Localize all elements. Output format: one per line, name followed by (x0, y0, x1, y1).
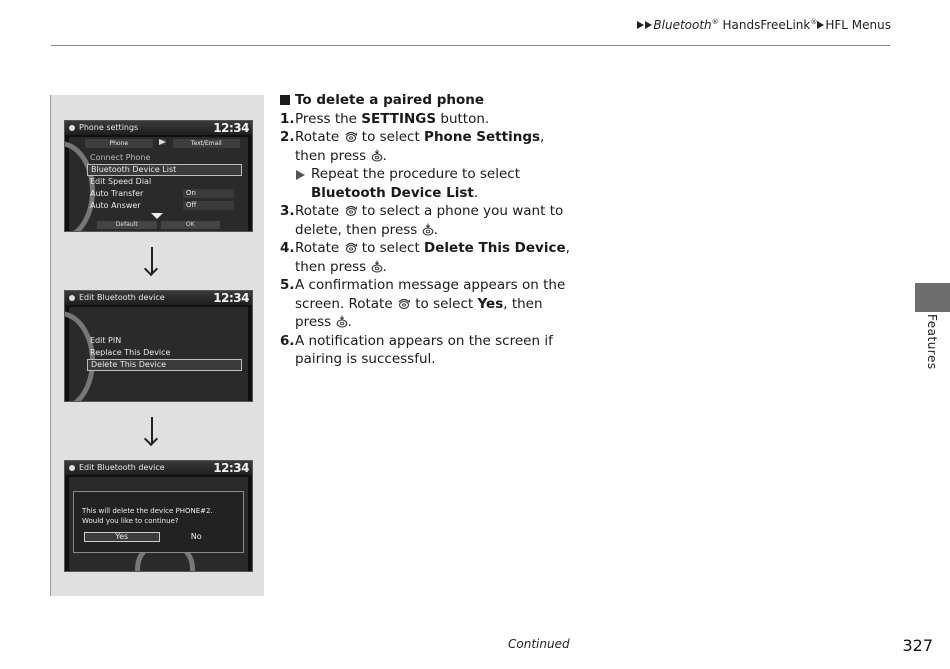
section-side-label: Features (925, 314, 939, 370)
step-text: . (433, 221, 438, 238)
arrow-right-icon (159, 139, 166, 145)
step-text: . (347, 314, 352, 330)
clock: 12:34 (213, 121, 249, 135)
section-tab (915, 283, 950, 312)
scroll-down-icon[interactable] (151, 213, 163, 219)
step-text: Rotate (295, 240, 344, 256)
step-text: . (382, 258, 387, 275)
step-text: . (382, 147, 387, 164)
breadcrumb-arrow-icon (637, 21, 644, 29)
menu-item-label: Auto Transfer (90, 189, 144, 198)
screen-title: Edit Bluetooth device (79, 463, 165, 472)
press-dial-icon (422, 223, 434, 236)
tab-phone[interactable]: Phone (85, 139, 153, 148)
edit-device-menu (87, 335, 242, 371)
step-text: Rotate (295, 203, 344, 219)
step-text: , then press (295, 129, 545, 164)
step-2-substep (295, 165, 570, 202)
menu-item-label: Auto Answer (90, 201, 141, 210)
step-text: to select (410, 295, 478, 312)
screen-title: Phone settings (79, 123, 139, 132)
screen-edit-bluetooth-device (64, 290, 253, 402)
no-button[interactable]: No (190, 532, 202, 541)
step-text: Press the (295, 110, 362, 127)
breadcrumb (637, 18, 891, 32)
menu-item-value: On (183, 189, 234, 198)
clock: 12:34 (213, 461, 249, 475)
section-title-text: To delete a paired phone (295, 92, 485, 108)
tabs (85, 139, 240, 148)
menu-item-connect-phone[interactable] (87, 152, 242, 164)
dialog-message-line: This will delete the device PHONE#2. (82, 507, 213, 515)
screen-header (65, 291, 252, 305)
step-text: , then press (295, 295, 543, 330)
step-text: to select a phone you want to delete, then press (295, 203, 564, 238)
registered-mark: ® (810, 18, 818, 26)
menu-item-label: Connect Phone (90, 153, 151, 162)
step-number: 3. (280, 203, 295, 219)
breadcrumb-bluetooth: Bluetooth (653, 18, 712, 32)
rotate-dial-icon (397, 297, 411, 310)
arrow-down-icon (151, 247, 153, 273)
header-dot-icon (69, 465, 75, 471)
step-number: 6. (280, 332, 295, 349)
step-text: to select (357, 240, 425, 256)
menu-item-label: Delete This Device (91, 360, 167, 369)
default-button[interactable]: Default (97, 221, 157, 229)
step-3 (280, 202, 570, 239)
page-number: 327 (902, 636, 933, 655)
step-text: , then press (295, 240, 570, 275)
step-text: Repeat the procedure to select (311, 166, 520, 182)
screen-title: Edit Bluetooth device (79, 293, 165, 302)
step-1 (280, 110, 570, 129)
screen-delete-confirmation (64, 460, 253, 572)
menu-item-label: Edit PIN (90, 336, 122, 345)
step-number: 2. (280, 129, 295, 145)
press-dial-icon (336, 315, 348, 328)
step-6 (280, 332, 570, 369)
step-5 (280, 276, 570, 332)
breadcrumb-arrow-icon (645, 21, 652, 29)
breadcrumb-handsfreelink: HandsFreeLink (718, 18, 811, 32)
menu-item-auto-answer[interactable] (87, 200, 242, 212)
step-text: Rotate (295, 129, 344, 145)
tab-text-email[interactable]: Text/Email (173, 139, 241, 148)
step-emphasis: Delete This Device (424, 240, 566, 256)
arrow-down-icon (151, 417, 153, 443)
step-number: 4. (280, 240, 295, 256)
menu-item-auto-transfer[interactable] (87, 188, 242, 200)
rotate-dial-icon (344, 204, 358, 217)
screens-panel (50, 95, 264, 596)
section-title (280, 91, 570, 110)
step-text: button. (436, 110, 490, 127)
dialog-message-line: Would you like to continue? (82, 517, 179, 525)
substep-arrow-icon (296, 170, 305, 180)
step-emphasis: SETTINGS (361, 110, 437, 127)
rotate-dial-icon (344, 241, 358, 254)
menu-item-delete-device[interactable] (87, 359, 242, 371)
menu-item-replace-device[interactable] (87, 347, 242, 359)
step-number: 5. (280, 277, 295, 293)
step-text: to select (357, 129, 425, 145)
menu-item-edit-pin[interactable] (87, 335, 242, 347)
continued-label: Continued (508, 637, 570, 651)
registered-mark: ® (711, 18, 719, 26)
dialog-message (82, 506, 213, 526)
step-emphasis: Yes (477, 295, 504, 312)
step-number: 1. (280, 110, 295, 127)
header-dot-icon (69, 125, 75, 131)
rotate-dial-icon (344, 130, 358, 143)
step-text: A notification appears on the screen if pairing is successful. (295, 332, 553, 367)
menu-item-bluetooth-device-list[interactable] (87, 164, 242, 176)
screen-header (65, 461, 252, 475)
menu-item-edit-speed-dial[interactable] (87, 176, 242, 188)
press-dial-icon (371, 149, 383, 162)
menu-item-label: Replace This Device (90, 348, 171, 357)
yes-button[interactable]: Yes (84, 532, 160, 542)
step-text: A confirmation message appears on the screen. Rotate (295, 277, 566, 312)
step-2 (280, 128, 570, 165)
menu-item-label: Bluetooth Device List (91, 165, 177, 174)
step-4 (280, 239, 570, 276)
confirm-dialog (73, 491, 244, 553)
screen-header (65, 121, 252, 135)
phone-settings-menu (87, 152, 242, 212)
header-dot-icon (69, 295, 75, 301)
clock: 12:34 (213, 291, 249, 305)
menu-item-label: Edit Speed Dial (90, 177, 152, 186)
screen-phone-settings (64, 120, 253, 232)
breadcrumb-arrow-icon (817, 21, 824, 29)
step-text: . (473, 184, 479, 201)
menu-item-value: Off (183, 201, 234, 210)
instructions (280, 91, 570, 369)
header-rule (51, 45, 890, 46)
section-square-icon (280, 95, 290, 105)
dialog-buttons (84, 532, 233, 542)
press-dial-icon (371, 260, 383, 273)
button-bar (97, 221, 220, 229)
step-emphasis: Phone Settings (424, 129, 541, 145)
step-emphasis: Bluetooth Device List (311, 184, 474, 201)
ok-button[interactable]: OK (161, 221, 221, 229)
breadcrumb-hfl-menus: HFL Menus (825, 18, 891, 32)
tab-arrow (153, 139, 173, 148)
